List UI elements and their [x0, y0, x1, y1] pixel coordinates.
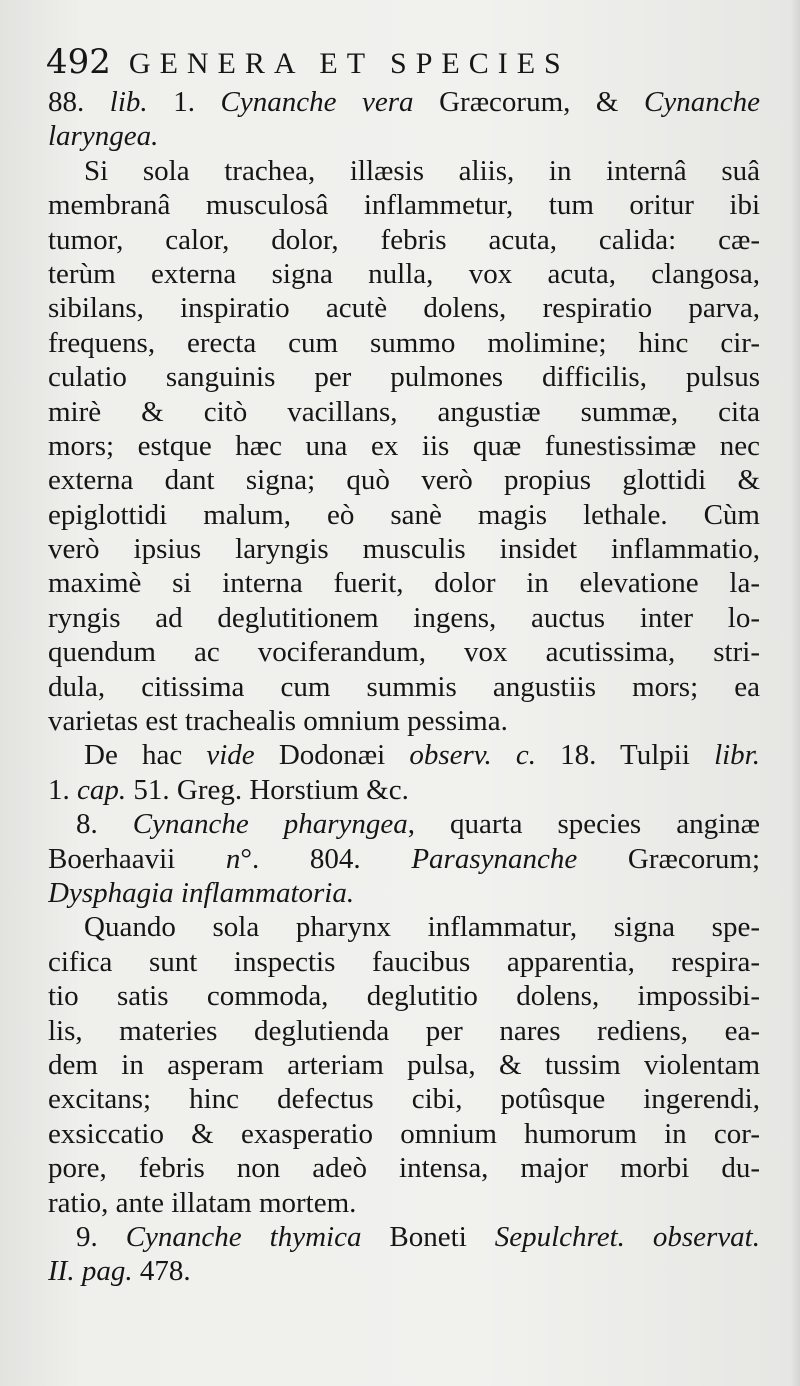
text-segment: 9.: [76, 1220, 126, 1253]
text-line: [48, 360, 760, 394]
italic-segment: Cynanche pharyngea: [132, 808, 408, 841]
text-line: [48, 601, 760, 635]
text-segment: Dodonæi: [254, 739, 410, 772]
text-segment: ratio, ante illatam mortem.: [48, 1186, 357, 1219]
text-line: [48, 1220, 760, 1254]
text-line: [48, 257, 760, 291]
text-segment: exsiccatio & exasperatio omnium humorum in cor-: [48, 1117, 760, 1150]
italic-segment: libr.: [714, 739, 760, 772]
text-line: [48, 807, 760, 841]
text-line: [48, 223, 760, 257]
page-number: 492: [46, 42, 111, 82]
text-line: [48, 498, 760, 532]
text-segment: 1.: [147, 86, 221, 118]
text-line: [48, 188, 760, 222]
text-segment: , quarta species anginæ: [407, 808, 760, 841]
text-segment: sibilans, inspiratio acutè dolens, respiratio parva,: [48, 292, 760, 325]
text-line: [48, 1254, 760, 1288]
text-segment: 88.: [48, 86, 110, 118]
text-line: [48, 395, 760, 429]
text-segment: Si sola trachea, illæsis aliis, in internâ suâ: [84, 154, 760, 187]
text-segment: tumor, calor, dolor, febris acuta, calida: cæ-: [48, 223, 760, 256]
text-segment: cifica sunt inspectis faucibus apparentia, respira-: [48, 945, 760, 978]
italic-segment: II. pag.: [48, 1255, 133, 1288]
italic-segment: n: [225, 842, 241, 875]
text-segment: Græcorum;: [577, 842, 760, 875]
text-segment: epiglottidi malum, eò sanè magis lethale. Cùm: [48, 498, 760, 531]
text-segment: Græcorum, &: [413, 86, 645, 118]
text-segment: Boneti: [361, 1220, 495, 1253]
text-segment: terùm externa signa nulla, vox acuta, clangosa,: [48, 257, 760, 290]
italic-segment: cap.: [77, 773, 127, 806]
italic-segment: Sepulchret. observat.: [494, 1220, 760, 1253]
text-segment: 478.: [132, 1255, 191, 1288]
text-line: [48, 463, 760, 497]
text-line: [48, 876, 760, 910]
italic-segment: Parasynanche: [411, 842, 578, 875]
italic-segment: observ. c.: [409, 739, 537, 772]
text-line: [48, 326, 760, 360]
text-line: [48, 1117, 760, 1151]
text-line: [48, 154, 760, 188]
text-line: [48, 1082, 760, 1116]
text-line: [48, 979, 760, 1013]
text-segment: 51. Greg. Horstium &c.: [126, 773, 409, 806]
text-segment: Boerhaavii: [48, 842, 226, 875]
text-line: [48, 566, 760, 600]
text-segment: mirè & citò vacillans, angustiæ summæ, cita: [48, 395, 760, 428]
italic-segment: laryngea.: [48, 120, 159, 153]
text-segment: De hac: [84, 739, 207, 772]
text-line: [48, 1048, 760, 1082]
text-segment: dem in asperam arteriam pulsa, & tussim violentam: [48, 1048, 760, 1081]
text-segment: pore, febris non adeò intensa, major morbi du-: [48, 1152, 760, 1185]
italic-segment: Cynanche thymica: [125, 1220, 362, 1253]
text-segment: membranâ musculosâ inflammetur, tum oritur ibi: [48, 189, 760, 222]
text-segment: °. 804.: [240, 842, 412, 875]
text-line: [48, 670, 760, 704]
page-header: [46, 42, 766, 86]
text-segment: 8.: [76, 808, 133, 841]
text-segment: 1.: [48, 773, 77, 806]
text-segment: lis, materies deglutienda per nares rediens, ea-: [48, 1014, 760, 1047]
text-segment: verò ipsius laryngis musculis insidet inflammatio,: [48, 533, 760, 566]
text-segment: maximè si interna fuerit, dolor in elevatione la-: [48, 567, 760, 600]
italic-segment: lib.: [109, 86, 148, 118]
text-line: [48, 738, 760, 772]
text-line: [48, 773, 760, 807]
italic-segment: Cynanche: [644, 86, 760, 118]
text-line: [48, 532, 760, 566]
text-line: [48, 1014, 760, 1048]
text-line: [48, 945, 760, 979]
text-segment: dula, citissima cum summis angustiis mors; ea: [48, 670, 760, 703]
italic-segment: vide: [206, 739, 255, 772]
italic-segment: Cynanche vera: [220, 86, 414, 118]
text-segment: frequens, erecta cum summo molimine; hinc cir-: [48, 326, 760, 359]
text-segment: varietas est trachealis omnium pessima.: [48, 705, 508, 738]
text-line: [48, 85, 760, 119]
text-line: [48, 429, 760, 463]
text-line: [48, 704, 760, 738]
text-segment: Quando sola pharynx inflammatur, signa spe-: [84, 911, 760, 944]
text-segment: excitans; hinc defectus cibi, potûsque ingerendi,: [48, 1083, 760, 1116]
text-line: [48, 1151, 760, 1185]
text-segment: culatio sanguinis per pulmones difficilis, pulsus: [48, 361, 760, 394]
text-line: [48, 119, 760, 153]
text-line: [48, 1186, 760, 1220]
text-segment: ryngis ad deglutitionem ingens, auctus inter lo-: [48, 601, 760, 634]
text-segment: mors; estque hæc una ex iis quæ funestissimæ nec: [48, 429, 760, 462]
text-segment: externa dant signa; quò verò propius glottidi &: [48, 464, 760, 497]
text-segment: tio satis commoda, deglutitio dolens, impossibi-: [48, 980, 760, 1013]
text-segment: quendum ac vociferandum, vox acutissima, stri-: [48, 636, 760, 669]
text-line: [48, 910, 760, 944]
body-text: [48, 85, 760, 1289]
text-line: [48, 842, 760, 876]
italic-segment: Dysphagia inflammatoria.: [48, 876, 355, 909]
text-line: [48, 291, 760, 325]
text-line: [48, 635, 760, 669]
text-segment: 18. Tulpii: [536, 739, 715, 772]
running-title: GENERA ET SPECIES: [128, 47, 570, 80]
